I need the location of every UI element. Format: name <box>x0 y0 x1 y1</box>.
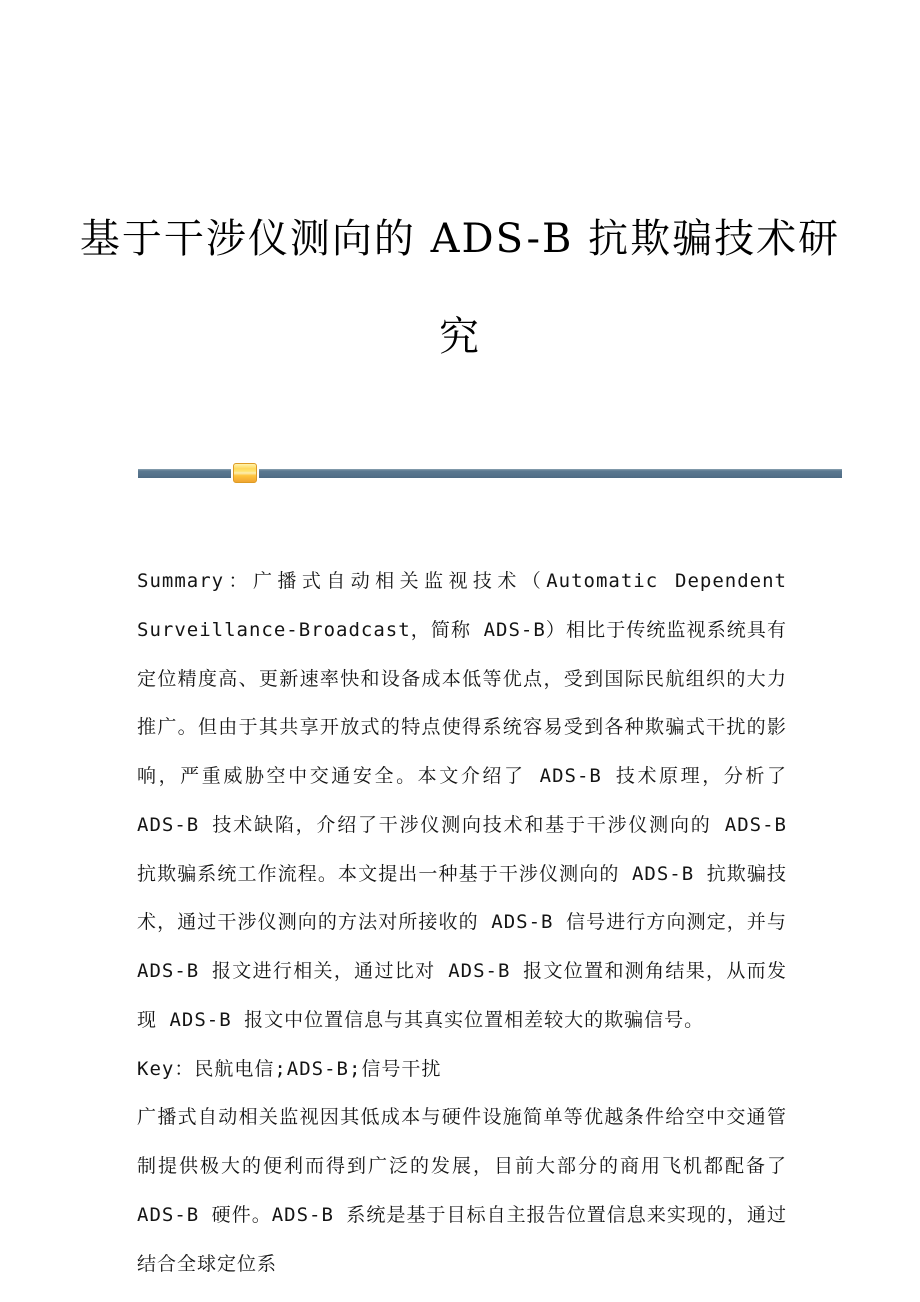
body-paragraph: 广播式自动相关监视因其低成本与硬件设施简单等优越条件给空中交通管制提供极大的便利而得到广泛的发展，目前大部分的商用飞机都配备了 ADS-B 硬件。ADS-B 系统是基于目标自主报告位置信息来实现的，通过结合全球定位系 <box>137 1106 787 1275</box>
title-line-2: 究 <box>439 314 481 360</box>
document-body <box>137 557 787 1288</box>
document-title <box>0 190 920 386</box>
divider-bar-right <box>259 469 842 478</box>
title-line-1: 基于干涉仪测向的 ADS-B 抗欺骗技术研 <box>79 216 841 262</box>
keywords-line: Key：民航电信;ADS-B;信号干扰 <box>137 1057 442 1080</box>
summary-paragraph: Summary：广播式自动相关监视技术（Automatic Dependent Surveillance-Broadcast，简称 ADS-B）相比于传统监视系统具有定位精度高、更新速率快和设备成本低等优点，受到国际民航组织的大力推广。但由于其共享开放式的特点使得系统容易受到各种欺骗式干扰的影响，严重威胁空中交通安全。本文介绍了 ADS-B 技术原理，分析了 ADS-B 技术缺陷，介绍了干涉仪测向技术和基于干涉仪测向的 ADS-B 抗欺骗系统工作流程。本文提出一种基于干涉仪测向的 ADS-B 抗欺骗技术，通过干涉仪测向的方法对所接收的 ADS-B 信号进行方向测定，并与 ADS-B 报文进行相关，通过比对 ADS-B 报文位置和测角结果，从而发现 ADS-B 报文中位置信息与其真实位置相差较大的欺骗信号。 <box>137 570 787 1031</box>
gold-seal-icon <box>233 463 257 483</box>
divider-bar-left <box>138 469 232 478</box>
section-divider <box>138 469 842 478</box>
